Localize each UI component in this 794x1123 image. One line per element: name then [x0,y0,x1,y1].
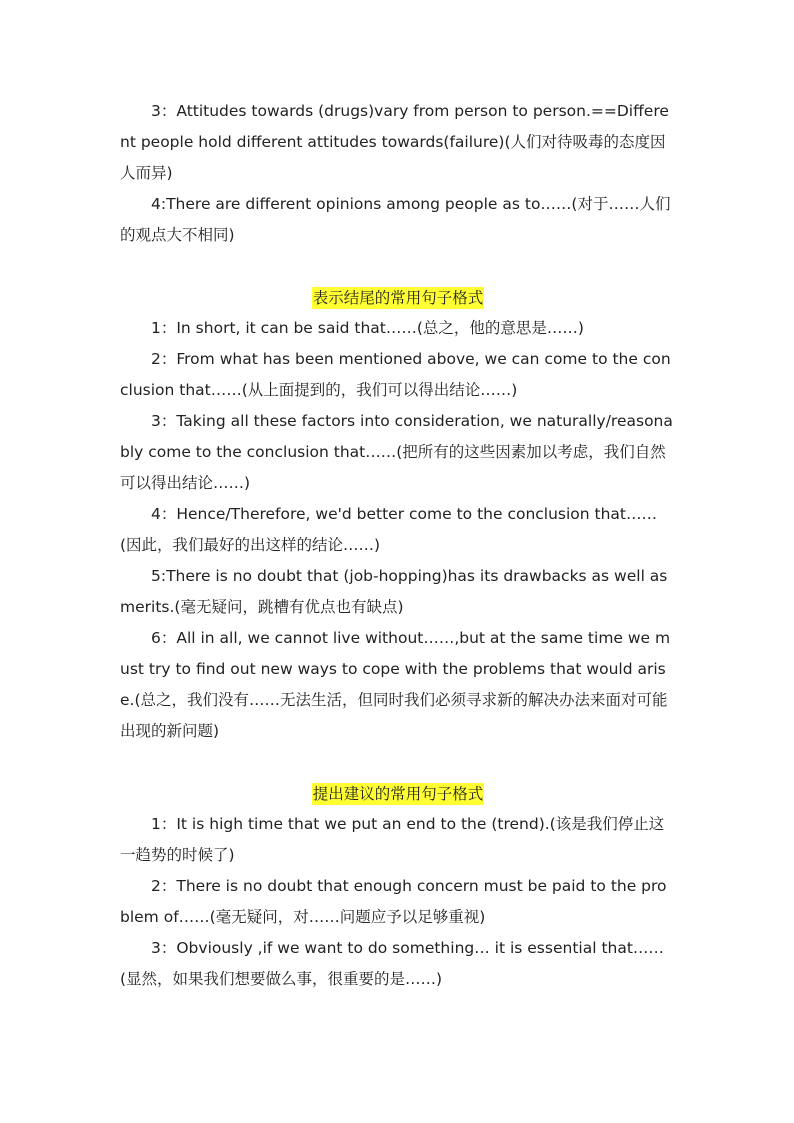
conclusion-heading: 表示结尾的常用句子格式 [312,289,484,307]
intro-item-4: 4:There are different opinions among people as to……(对于……人们的观点大不相同) [120,195,671,244]
conclusion-item-6: 6：All in all, we cannot live without……,but at the same time we must try to find out new ways to cope with the problems that would arise.(总之，我们没有……无法生活，但同时我们必须寻求新的解决办法来面对可能出现的新问题) [120,629,671,740]
conclusion-item-5: 5:There is no doubt that (job-hopping)has its drawbacks as well as merits.(毫无疑问，跳槽有优点也有缺点) [120,567,668,616]
suggestion-item-2: 2：There is no doubt that enough concern must be paid to the problem of……(毫无疑问，对……问题应予以足够重视) [120,877,667,926]
conclusion-item-1: 1：In short, it can be said that……(总之，他的意思是……) [151,319,584,337]
suggestion-heading: 提出建议的常用句子格式 [312,785,484,803]
suggestion-item-3: 3：Obviously ,if we want to do something… it is essential that……(显然，如果我们想要做么事，很重要的是……) [120,939,664,988]
conclusion-heading-row [120,282,676,313]
document-page [120,96,676,995]
conclusion-item-3: 3：Taking all these factors into consideration, we naturally/reasonably come to the conclusion that……(把所有的这些因素加以考虑，我们自然可以得出结论……) [120,412,673,492]
suggestion-item-1: 1：It is high time that we put an end to the (trend).(该是我们停止这一趋势的时候了) [120,815,665,864]
conclusion-item-4: 4：Hence/Therefore, we'd better come to the conclusion that……(因此，我们最好的出这样的结论……) [120,505,658,554]
intro-item-3: 3：Attitudes towards (drugs)vary from person to person.==Different people hold different attitudes towards(failure)(人们对待吸毒的态度因人而异) [120,102,669,182]
suggestion-heading-row [120,778,676,809]
conclusion-item-2: 2：From what has been mentioned above, we can come to the conclusion that……(从上面提到的，我们可以得出结论……) [120,350,671,399]
